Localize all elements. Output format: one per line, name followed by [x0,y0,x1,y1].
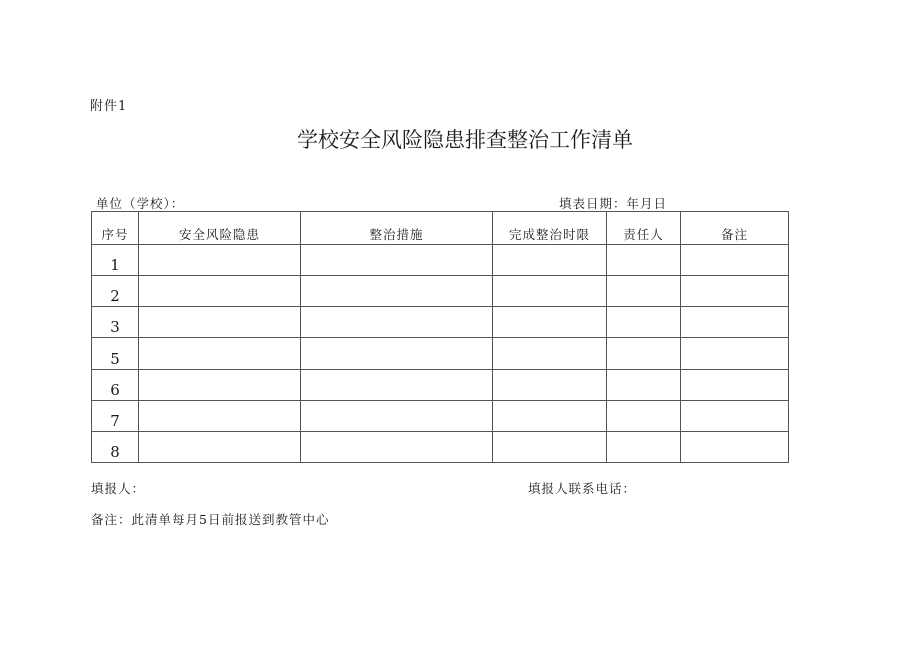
row-remark-cell[interactable] [681,370,789,401]
row-measure-cell[interactable] [301,276,493,307]
row-deadline-cell[interactable] [493,432,607,463]
row-measure-cell[interactable] [301,338,493,370]
remark-note: 备注：此清单每月5日前报送到教管中心 [91,512,330,527]
row-seq: 7 [92,401,139,432]
header-measure: 整治措施 [301,212,493,245]
row-seq: 2 [92,276,139,307]
table-header-row [92,212,789,245]
row-hazard-cell[interactable] [139,245,301,276]
row-seq: 3 [92,307,139,338]
row-measure-cell[interactable] [301,401,493,432]
unit-label: 单位（学校）： [96,196,185,211]
row-deadline-cell[interactable] [493,245,607,276]
row-remark-cell[interactable] [681,307,789,338]
row-hazard-cell[interactable] [139,432,301,463]
row-remark-cell[interactable] [681,245,789,276]
table-row [92,307,789,338]
table-row [92,338,789,370]
row-remark-cell[interactable] [681,338,789,370]
table-row [92,370,789,401]
row-seq: 5 [92,338,139,370]
row-hazard-cell[interactable] [139,276,301,307]
table-row [92,401,789,432]
fill-date-label: 填表日期：年月日 [559,196,668,211]
row-deadline-cell[interactable] [493,401,607,432]
header-seq: 序号 [92,212,139,245]
row-person-cell[interactable] [607,276,681,307]
page-title: 学校安全风险隐患排查整治工作清单 [297,128,633,152]
row-hazard-cell[interactable] [139,370,301,401]
row-deadline-cell[interactable] [493,307,607,338]
filler-phone-label: 填报人联系电话： [528,481,637,496]
table-row [92,432,789,463]
row-hazard-cell[interactable] [139,307,301,338]
row-deadline-cell[interactable] [493,338,607,370]
header-deadline: 完成整治时限 [493,212,607,245]
row-seq: 6 [92,370,139,401]
filler-label: 填报人： [91,481,146,496]
hazard-list-table [91,211,789,463]
row-seq: 1 [92,245,139,276]
row-measure-cell[interactable] [301,245,493,276]
row-measure-cell[interactable] [301,307,493,338]
table-row [92,276,789,307]
header-remark: 备注 [681,212,789,245]
attachment-label: 附件1 [90,99,128,114]
row-seq: 8 [92,432,139,463]
row-measure-cell[interactable] [301,432,493,463]
row-person-cell[interactable] [607,245,681,276]
row-person-cell[interactable] [607,432,681,463]
row-remark-cell[interactable] [681,276,789,307]
row-remark-cell[interactable] [681,432,789,463]
table-row [92,245,789,276]
row-person-cell[interactable] [607,401,681,432]
row-deadline-cell[interactable] [493,370,607,401]
row-remark-cell[interactable] [681,401,789,432]
row-hazard-cell[interactable] [139,338,301,370]
header-hazard: 安全风险隐患 [139,212,301,245]
row-person-cell[interactable] [607,307,681,338]
row-person-cell[interactable] [607,338,681,370]
row-deadline-cell[interactable] [493,276,607,307]
row-measure-cell[interactable] [301,370,493,401]
row-person-cell[interactable] [607,370,681,401]
header-person: 责任人 [607,212,681,245]
row-hazard-cell[interactable] [139,401,301,432]
